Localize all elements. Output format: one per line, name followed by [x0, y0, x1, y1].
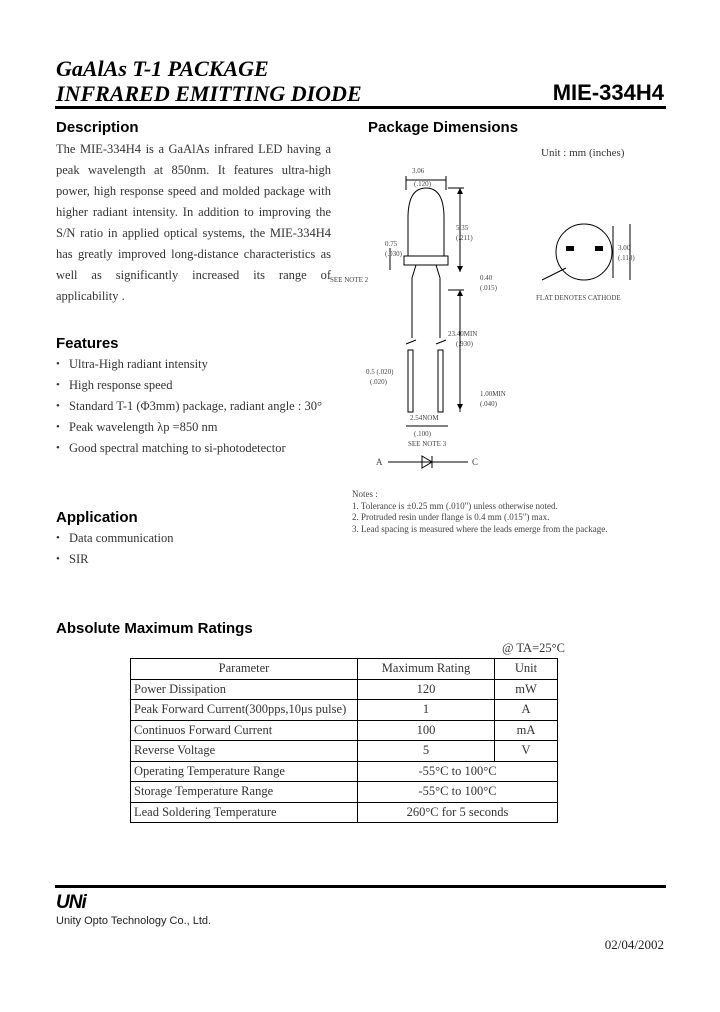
notes-title: Notes :	[352, 489, 378, 499]
list-item: • High response speed	[56, 375, 322, 396]
dim-see-note-2: SEE NOTE 2	[330, 276, 369, 284]
param-cell: Storage Temperature Range	[131, 782, 358, 803]
dim-spacing-in: (.100)	[414, 430, 431, 438]
dim-height-in: (.211)	[456, 234, 473, 242]
column-header: Parameter	[131, 659, 358, 680]
dim-height: 5.35	[456, 224, 469, 232]
dim-lead-min: 1.00MIN	[480, 390, 506, 398]
package-drawing	[330, 160, 660, 480]
dim-lead-gap: 0.40	[480, 274, 493, 282]
list-item: • Standard T-1 (Φ3mm) package, radiant angle : 30°	[56, 396, 322, 417]
unit-cell: A	[495, 700, 558, 721]
note-3: 3. Lead spacing is measured where the leads emerge from the package.	[352, 523, 608, 534]
list-item: • Peak wavelength λp =850 nm	[56, 417, 322, 438]
list-item: • Data communication	[56, 528, 173, 549]
application-list	[56, 528, 173, 570]
dim-lead-length-in: (.930)	[456, 340, 473, 348]
param-cell: Power Dissipation	[131, 679, 358, 700]
lead-right	[436, 265, 440, 338]
package-heading: Package Dimensions	[368, 119, 519, 136]
dim-spacing: 2.54NOM	[410, 414, 439, 422]
dim-lead-sq: 0.5 (.020)	[366, 368, 394, 376]
dim-lead-gap-in: (.015)	[480, 284, 497, 292]
ratings-condition: @ TA=25°C	[502, 641, 565, 655]
ratings-heading: Absolute Maximum Ratings	[56, 620, 253, 637]
title-line-1: GaAlAs T-1 PACKAGE	[56, 56, 269, 81]
table-row	[131, 761, 558, 782]
table-row	[131, 679, 558, 700]
company-logo: UNi	[56, 892, 86, 913]
dim-lead-sq-in: (.020)	[370, 378, 387, 386]
unit-label: Unit : mm (inches)	[541, 147, 625, 159]
rating-cell: 120	[358, 679, 495, 700]
dim-diam: 3.00	[618, 244, 631, 252]
rating-cell: 100	[358, 720, 495, 741]
note-2: 2. Protruded resin under flange is 0.4 mm (.015") max.	[352, 512, 550, 522]
param-cell: Lead Soldering Temperature	[131, 802, 358, 823]
unit-cell: mW	[495, 679, 558, 700]
unit-cell: V	[495, 741, 558, 762]
lead-left-lower	[408, 350, 413, 412]
dim-lead-length: 23.40MIN	[448, 330, 478, 338]
list-item: • Good spectral matching to si-photodetector	[56, 438, 322, 459]
description-heading: Description	[56, 119, 139, 136]
flat-denotes-cathode: FLAT DENOTES CATHODE	[536, 294, 621, 302]
dim-flange-in: (.030)	[385, 250, 402, 258]
document-date: 02/04/2002	[604, 937, 664, 952]
header-rule	[55, 106, 666, 109]
rating-cell: 260°C for 5 seconds	[358, 802, 558, 823]
table-row	[131, 802, 558, 823]
dim-body-width-in: (.120)	[414, 180, 431, 188]
table-row	[131, 720, 558, 741]
notes-block	[352, 489, 672, 535]
description-text: The MIE-334H4 is a GaAlAs infrared LED having a peak wavelength at 850nm. It features ultra-high power, high response speed and molded package with higher radiant intensity. In addition to improving the S/N ratio in applied optical systems, the MIE-334H4 has greatly improved long-distance characteristics as well as significantly increased its range of applicability .	[56, 142, 331, 303]
unit-cell: mA	[495, 720, 558, 741]
lead-left	[412, 265, 416, 338]
anode-label: A	[376, 457, 383, 467]
dim-diam-in: (.118)	[618, 254, 635, 262]
table-header-row	[131, 659, 558, 680]
dim-body-width: 3.06	[412, 167, 425, 175]
rating-cell: -55°C to 100°C	[358, 761, 558, 782]
column-header: Unit	[495, 659, 558, 680]
lead-right-lower	[438, 350, 443, 412]
cathode-label: C	[472, 457, 479, 467]
features-list	[56, 354, 322, 459]
rating-cell: 1	[358, 700, 495, 721]
application-heading: Application	[56, 509, 138, 526]
param-cell: Peak Forward Current(300pps,10μs pulse)	[131, 700, 358, 721]
param-cell: Continuos Forward Current	[131, 720, 358, 741]
company-name: Unity Opto Technology Co., Ltd.	[56, 915, 212, 927]
title-line-2: INFRARED EMITTING DIODE	[56, 81, 362, 106]
features-heading: Features	[56, 335, 119, 352]
table-row	[131, 782, 558, 803]
footer-rule	[55, 885, 666, 888]
rating-cell: 5	[358, 741, 495, 762]
table-row	[131, 700, 558, 721]
dim-lead-min-in: (.040)	[480, 400, 497, 408]
part-number: MIE-334H4	[552, 80, 664, 105]
param-cell: Operating Temperature Range	[131, 761, 358, 782]
cross-section-circle	[556, 224, 612, 280]
param-cell: Reverse Voltage	[131, 741, 358, 762]
note-1: 1. Tolerance is ±0.25 mm (.010") unless otherwise noted.	[352, 500, 558, 511]
rating-cell: -55°C to 100°C	[358, 782, 558, 803]
ratings-table	[130, 658, 558, 823]
led-body	[408, 188, 444, 256]
column-header: Maximum Rating	[358, 659, 495, 680]
list-item: • SIR	[56, 549, 173, 570]
dim-see-note-3: SEE NOTE 3	[408, 440, 447, 448]
led-flange	[404, 256, 448, 265]
table-row	[131, 741, 558, 762]
dim-flange: 0.75	[385, 240, 398, 248]
list-item: • Ultra-High radiant intensity	[56, 354, 322, 375]
